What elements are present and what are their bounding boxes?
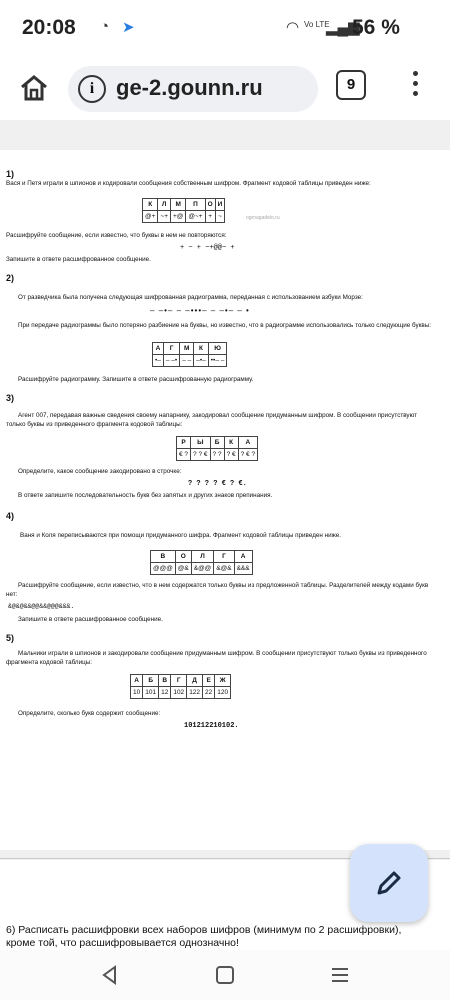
q5-number: 5): [6, 633, 15, 643]
q1-message: + ~ + ~+@@~ +: [180, 244, 235, 252]
q5-intro: Мальчики играли в шпионов и закодировали сообщение придуманным шифром. В сообщении присутствуют только буквы из приведенного фрагмента кодовой таблицы:: [6, 650, 427, 666]
battery-level: 56 %: [352, 16, 400, 39]
q1-answer: Запишите в ответе расшифрованное сообщение.: [6, 256, 151, 263]
info-icon[interactable]: i: [78, 75, 106, 103]
more-menu-icon[interactable]: [405, 66, 425, 106]
home-nav-icon[interactable]: [213, 963, 237, 987]
address-bar[interactable]: [68, 66, 318, 112]
q3-number: 3): [6, 393, 15, 403]
q4-answer: Запишите в ответе расшифрованное сообщение.: [18, 616, 163, 623]
q4-message: &@&@&&@@&&@@@&&&.: [8, 603, 75, 610]
q1-number: 1): [6, 169, 15, 179]
tab-switcher-button[interactable]: 9: [336, 70, 366, 100]
q2-table: А Г М К Ю •– – –• – – –•– ••– –: [152, 342, 227, 367]
q5-table: А Б В Г Д Е Ж 10 101 12 102 122 22 120: [130, 674, 231, 699]
network-label: Vo LTE: [304, 20, 330, 29]
q3-answer: В ответе запишите последовательность букв без запятых и других знаков препинания.: [18, 492, 273, 499]
q1-intro: Вася и Петя играли в шпионов и кодировали сообщения собственным шифром. Фрагмент кодовой таблицы приведен ниже:: [6, 180, 371, 187]
watermark: ogrnagadelo.ru: [246, 215, 280, 221]
q1-task: Расшифруйте сообщение, если известно, что буквы в нем не повторяются:: [6, 232, 227, 239]
back-icon[interactable]: [98, 963, 122, 987]
send-icon: ➤: [122, 19, 135, 36]
q4-table: В О Л Г А @@@ @& &@@ &@& &&&: [150, 550, 253, 575]
q3-task: Определите, какое сообщение закодировано в строчке:: [18, 468, 182, 475]
q5-message: 101212210102.: [184, 722, 239, 730]
wifi-icon: ◠: [286, 19, 300, 36]
q2-morse: – –•– – –•••– – –•– – •: [150, 306, 250, 315]
q4-intro: Ваня и Коля переписываются при помощи придуманного шифра. Фрагмент кодовой таблицы приведен ниже.: [20, 532, 342, 539]
signal-icon: ▂▄▆: [326, 19, 360, 36]
q2-info: При передаче радиограммы было потеряно разбиение на буквы, но известно, что в радиограмме использовались только следующие буквы:: [18, 322, 431, 329]
system-nav-bar: [0, 950, 450, 1000]
document-page: [0, 150, 450, 850]
q5-task: Определите, сколько букв содержит сообщение:: [18, 710, 161, 717]
pencil-icon: [373, 867, 405, 899]
messenger-icon: ◔: [100, 18, 110, 35]
status-bar: [0, 0, 450, 58]
url-text: ge-2.gounn.ru: [116, 75, 263, 100]
q2-task: Расшифруйте радиограмму. Запишите в ответе расшифрованную радиограмму.: [18, 376, 254, 383]
q2-number: 2): [6, 273, 15, 283]
q3-message: ? ? ? ? € ? €.: [188, 480, 247, 488]
recents-icon[interactable]: [328, 963, 352, 987]
status-time: 20:08: [22, 16, 76, 39]
q1-table: К Л М П О И @+ ~+ +@ @~+ + ~: [142, 198, 225, 223]
q4-number: 4): [6, 511, 15, 521]
edit-fab-button[interactable]: [350, 844, 428, 922]
q2-intro: От разведчика была получена следующая шифрованная радиограмма, переданная с использованием азбуки Морзе:: [18, 294, 363, 301]
q3-intro: Агент 007, передавая важные сведения своему напарнику, закодировал сообщение придуманным шифром. В сообщении присутствуют только буквы из приведенного фрагмента кодовой таблицы:: [6, 412, 418, 428]
q3-table: Р Ы Б К А € ? ? ? € ? ? ? € ? € ?: [176, 436, 258, 461]
home-icon[interactable]: [18, 72, 50, 104]
q4-task: Расшифруйте сообщение, если известно, что в нем содержатся только буквы из предложенной таблицы. Разделителей между кодами букв нет:: [6, 582, 429, 598]
next-task-text: 6) Расписать расшифровки всех наборов шифров (минимум по 2 расшифровки), кроме той, что расшифровывается однозначно!: [6, 924, 402, 949]
browser-toolbar: [0, 58, 450, 120]
